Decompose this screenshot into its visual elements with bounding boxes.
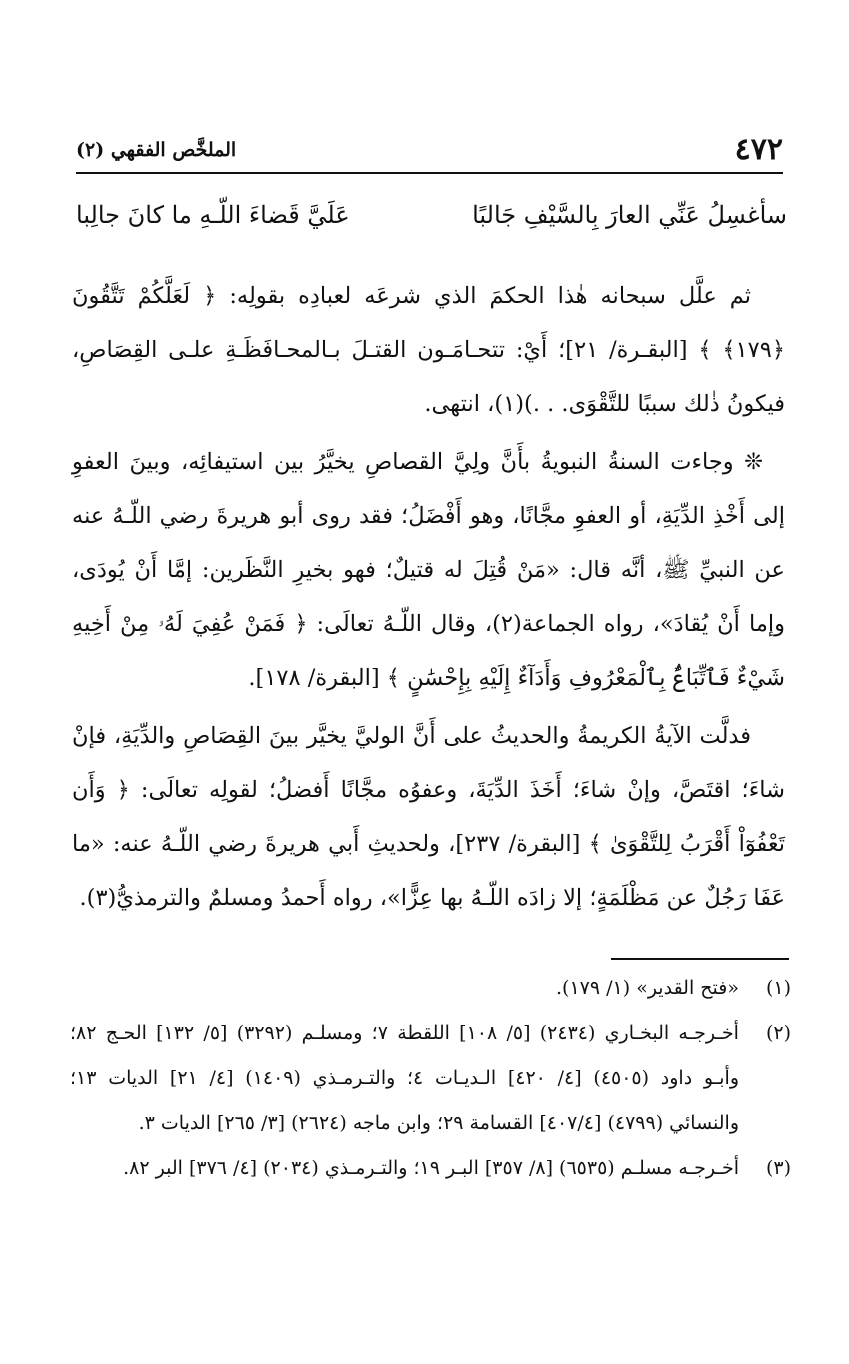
footnote [70,1011,791,1146]
footnote-text: أخـرجـه البخـاري (٢٤٣٤) [٥/ ١٠٨] اللقطة ٧؛ ومسلـم (٣٢٩٢) [٥/ ١٣٢] الحـج ٨٢؛ وأبـو داود (٤٥٠٥) [٤/ ٤٢٠] الـديـات ٤؛ والتـرمـذي (١٤٠٩) [٤/ ٢١] الديات ١٣؛ والنسائي (٤٧٩٩) [٤٠٧/٤] القسامة ٢٩؛ وابن ماجه (٢٦٢٤) [٣/ ٢٦٥] الديات ٣. [70,1022,740,1134]
body-paragraph: ثم علَّل سبحانه هٰذا الحكمَ الذي شرعَه لعبادِه بقولِه: ﴿ لَعَلَّكُمْ تَتَّقُونَ ﴿١٧٩﴾ ﴾ [البقـرة/ ٢١]؛ أَيْ: تتحـامَـون القتـلَ بـالمحـافَظَـةِ علـى القِصَاصِ، فيكونُ ذٰلك سببًا للتَّقْوَى. . .)(١)، انتهى. [72,282,785,417]
page-number: ٤٧٢ [734,132,783,167]
body-paragraph: فدلَّت الآيةُ الكريمةُ والحديثُ على أَنَّ الوليَّ يخيَّر بينَ القِصَاصِ والدِّيَةِ، فإنْ شاءَ؛ اقتَصَّ، وإنْ شاءَ؛ أَخَذَ الدِّيَةَ، وعفوُه مجَّانًا أَفضلُ؛ لقولِه تعالَى: ﴿ وَأَن تَعْفُوٓاْ أَقْرَبُ لِلتَّقْوَىٰ ﴾ [البقرة/ ٢٣٧]، ولحديثِ أَبي هريرةَ رضي اللّـهُ عنه: «ما عَفَا رَجُلٌ عن مَظْلَمَةٍ؛ إلا زادَه اللّـهُ بها عِزًّا»، رواه أَحمدُ ومسلمٌ والترمذيُّ(٣). [72,722,785,911]
verse-second-hemistich: عَلَيَّ قَضاءَ اللّـهِ ما كانَ جالِبا [76,201,350,229]
footnote-separator [611,958,789,960]
body-paragraph: ❊ وجاءت السنةُ النبويةُ بأَنَّ ولِيَّ القصاصِ يخيَّرُ بين استيفائِه، وبينَ العفوِ إلى أَخْذِ الدِّيَةِ، أو العفوِ مجَّانًا، وهو أَفْضَلُ؛ فقد روى أبو هريرةَ رضي اللّـهُ عنه عن النبيِّ ﷺ، أنَّه قال: «مَنْ قُتِلَ له قتيلٌ؛ فهو بخيرِ النَّظَرين: إمَّا أَنْ يُودَى، وإما أَنْ يُقادَ»، رواه الجماعة(٢)، وقال اللّـهُ تعالَى: ﴿ فَمَنْ عُفِيَ لَهُۥ مِنْ أَخِيهِ شَيْءٌ فَٱتِّبَاعٌۢ بِٱلْمَعْرُوفِ وَأَدَآءٌ إِلَيْهِ بِإِحْسَٰنٍ ﴾ [البقرة/ ١٧٨]. [72,448,785,691]
footnote-marker: (٢) [765,1022,791,1044]
footnote-text: «فتح القدير» (١/ ١٧٩). [556,977,739,999]
footnote [70,1146,791,1191]
footnote-marker: (٣) [765,1157,791,1179]
verse-first-hemistich: سأغسِلُ عَنِّي العارَ بِالسَّيْفِ جَالبًا [472,201,787,229]
poetry-verse [76,192,787,238]
footnote-text: أخـرجـه مسلـم (٦٥٣٥) [٨/ ٣٥٧] البـر ١٩؛ والتـرمـذي (٢٠٣٤) [٤/ ٣٧٦] البر ٨٢. [123,1157,739,1179]
page-header [76,128,783,174]
footnote-marker: (١) [765,977,791,999]
footnote [70,966,791,1011]
footnotes [70,966,791,1191]
running-title: الملخَّص الفقهي (٢) [76,139,237,161]
